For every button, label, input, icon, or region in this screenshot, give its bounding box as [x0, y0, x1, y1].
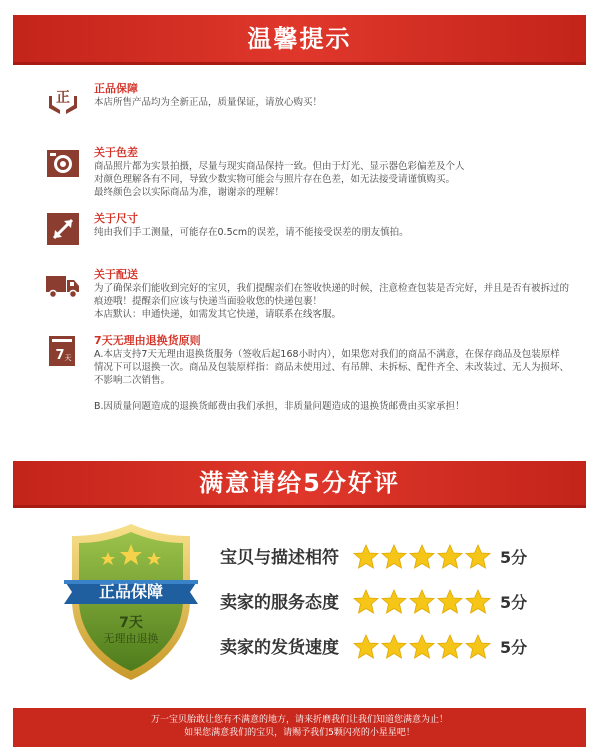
- footer-line: 如果您满意我们的宝贝，请赐予我们5颗闪亮的小星星吧！: [184, 728, 415, 738]
- star-icon: [465, 589, 491, 615]
- item-title: 正品保障: [94, 82, 138, 95]
- rating-label: 卖家的服务态度: [220, 593, 339, 613]
- info-item-color: [46, 146, 580, 206]
- star-icon: [381, 634, 407, 660]
- item-text-line: 不影响二次销售。: [94, 375, 171, 386]
- banner-five-star: [13, 461, 586, 508]
- rating-label: 宝贝与描述相符: [220, 548, 339, 568]
- star-icon: [465, 544, 491, 570]
- item-text-line: 最终颜色会以实际商品为准，谢谢亲的理解！: [94, 187, 285, 198]
- star-icon: [409, 589, 435, 615]
- star-icon: [465, 634, 491, 660]
- star-icon: [437, 544, 463, 570]
- star-icon: [353, 589, 379, 615]
- star-icon: [381, 544, 407, 570]
- item-text-line: 对颜色理解各有不同，导致少数实物可能会与照片存在色差，如无法接受请谨慎购买。: [94, 174, 456, 185]
- badge-title: 正品保障: [98, 582, 163, 601]
- rating-score: 5分: [500, 593, 528, 612]
- banner-warm-tips: [13, 15, 586, 65]
- item-title: 关于尺寸: [94, 212, 138, 225]
- info-item-size: [46, 212, 580, 252]
- seven-day-return-icon: [46, 334, 80, 368]
- rating-row-description: [220, 543, 540, 573]
- genuine-hands-icon: [46, 82, 80, 116]
- info-item-delivery: [46, 268, 580, 328]
- item-text-line: 为了确保亲们能收到完好的宝贝，我们提醒亲们在签收快递的时候，注意检查包装是否完好，并且是否有被拆过的: [94, 283, 570, 294]
- star-rating: [353, 544, 491, 570]
- truck-icon: [46, 268, 80, 302]
- item-text-line: 本店所售产品均为全新正品，质量保证，请放心购买！: [94, 97, 323, 108]
- svg-text:正: 正: [56, 90, 70, 106]
- info-item-returns: [46, 334, 580, 424]
- item-text-line: 本店默认：申通快递，如需发其它快递，请联系在线客服。: [94, 309, 342, 320]
- footer-line: 万一宝贝胎敢让您有不满意的地方，请来折磨我们让我们知道您满意为止！: [150, 715, 448, 725]
- item-title: 7天无理由退换货原则: [94, 334, 201, 347]
- genuine-shield-badge: [58, 520, 204, 684]
- item-text-line: A.本店支持7天无理由退换货服务（签收后起168小时内），如果您对我们的商品不满意，在保存商品及包装原样: [94, 349, 560, 360]
- info-item-genuine: [46, 82, 580, 122]
- svg-text:7: 7: [55, 348, 65, 363]
- star-icon: [437, 589, 463, 615]
- svg-text:天: 天: [64, 354, 72, 362]
- star-icon: [437, 634, 463, 660]
- rating-row-service: [220, 588, 540, 618]
- camera-icon: [46, 146, 80, 180]
- star-icon: [353, 544, 379, 570]
- item-text-line: 痕迹哦！提醒亲们应该与快递当面验收您的快递包裹！: [94, 296, 323, 307]
- star-rating: [353, 589, 491, 615]
- banner-title: 满意请给5分好评: [199, 469, 400, 497]
- badge-days: 7天: [119, 615, 143, 631]
- item-text-line: [94, 387, 580, 400]
- star-rating: [353, 634, 491, 660]
- star-icon: [381, 589, 407, 615]
- star-icon: [409, 544, 435, 570]
- rating-label: 卖家的发货速度: [220, 638, 339, 658]
- star-icon: [409, 634, 435, 660]
- item-text-line: 情况下可以退换一次。商品及包装原样指：商品未使用过、有吊牌、未拆标、配件齐全、未改装过、无人为损坏、: [94, 362, 570, 373]
- rating-score: 5分: [500, 638, 528, 657]
- footer-banner: [13, 708, 586, 747]
- item-title: 关于色差: [94, 146, 138, 159]
- rating-score: 5分: [500, 548, 528, 567]
- item-text-line: 商品照片都为实景拍摄，尽量与现实商品保持一致。但由于灯光、显示器色彩偏差及个人: [94, 161, 465, 172]
- star-icon: [353, 634, 379, 660]
- item-text-line: B.因质量问题造成的退换货邮费由我们承担，非质量问题造成的退换货邮费由买家承担！: [94, 401, 465, 412]
- item-title: 关于配送: [94, 268, 138, 281]
- item-text-line: 纯由我们手工测量，可能存在0.5cm的误差，请不能接受误差的朋友慎拍。: [94, 227, 409, 238]
- resize-arrow-icon: [46, 212, 80, 246]
- rating-row-shipping: [220, 633, 540, 663]
- banner-title: 温馨提示: [247, 25, 352, 53]
- badge-no-reason: 无理由退换: [103, 632, 159, 645]
